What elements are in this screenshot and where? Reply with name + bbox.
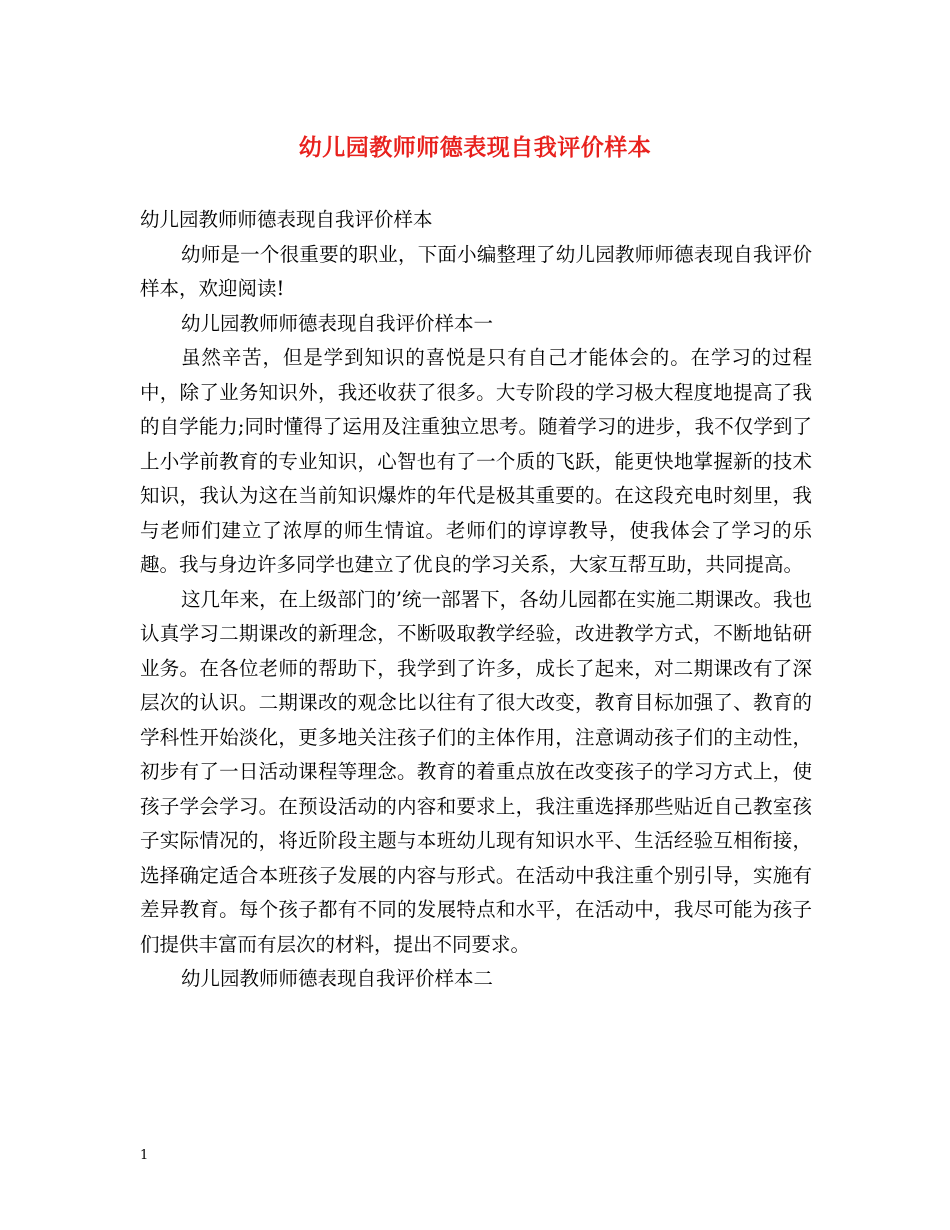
intro-paragraph: 幼师是一个很重要的职业，下面小编整理了幼儿园教师师德表现自我评价样本，欢迎阅读! <box>140 242 812 300</box>
document-title: 幼儿园教师师德表现自我评价样本 <box>298 134 652 161</box>
document-subtitle: 幼儿园教师师德表现自我评价样本 <box>140 208 433 231</box>
document-body <box>140 203 812 997</box>
page-number: 1 <box>140 1148 149 1163</box>
section-heading-two: 幼儿园教师师德表现自我评价样本二 <box>181 967 494 990</box>
body-paragraph: 虽然辛苦，但是学到知识的喜悦是只有自己才能体会的。在学习的过程中，除了业务知识外，我还收获了很多。大专阶段的学习极大程度地提高了我的自学能力;同时懂得了运用及注重独立思考。随着学习的进步，我不仅学到了上小学前教育的专业知识，心智也有了一个质的飞跃，能更快地掌握新的技术知识，我认为这在当前知识爆炸的年代是极其重要的。在这段充电时刻里，我与老师们建立了浓厚的师生情谊。老师们的谆谆教导，使我体会了学习的乐趣。我与身边许多同学也建立了优良的学习关系，大家互帮互助，共同提高。 <box>140 346 812 576</box>
body-paragraph: 这几年来，在上级部门的’统一部署下，各幼儿园都在实施二期课改。我也认真学习二期课改的新理念，不断吸取教学经验，改进教学方式，不断地钻研业务。在各位老师的帮助下，我学到了许多，成长了起来，对二期课改有了深层次的认识。二期课改的观念比以往有了很大改变，教育目标加强了、教育的学科性开始淡化，更多地关注孩子们的主体作用，注意调动孩子们的主动性，初步有了一日活动课程等理念。教育的着重点放在改变孩子的学习方式上，使孩子学会学习。在预设活动的内容和要求上，我注重选择那些贴近自己教室孩子实际情况的，将近阶段主题与本班幼儿现有知识水平、生活经验互相衔接，选择确定适合本班孩子发展的内容与形式。在活动中我注重个别引导，实施有差异教育。每个孩子都有不同的发展特点和水平，在活动中，我尽可能为孩子们提供丰富而有层次的材料，提出不同要求。 <box>140 587 812 956</box>
section-heading-one: 幼儿园教师师德表现自我评价样本一 <box>181 311 494 335</box>
